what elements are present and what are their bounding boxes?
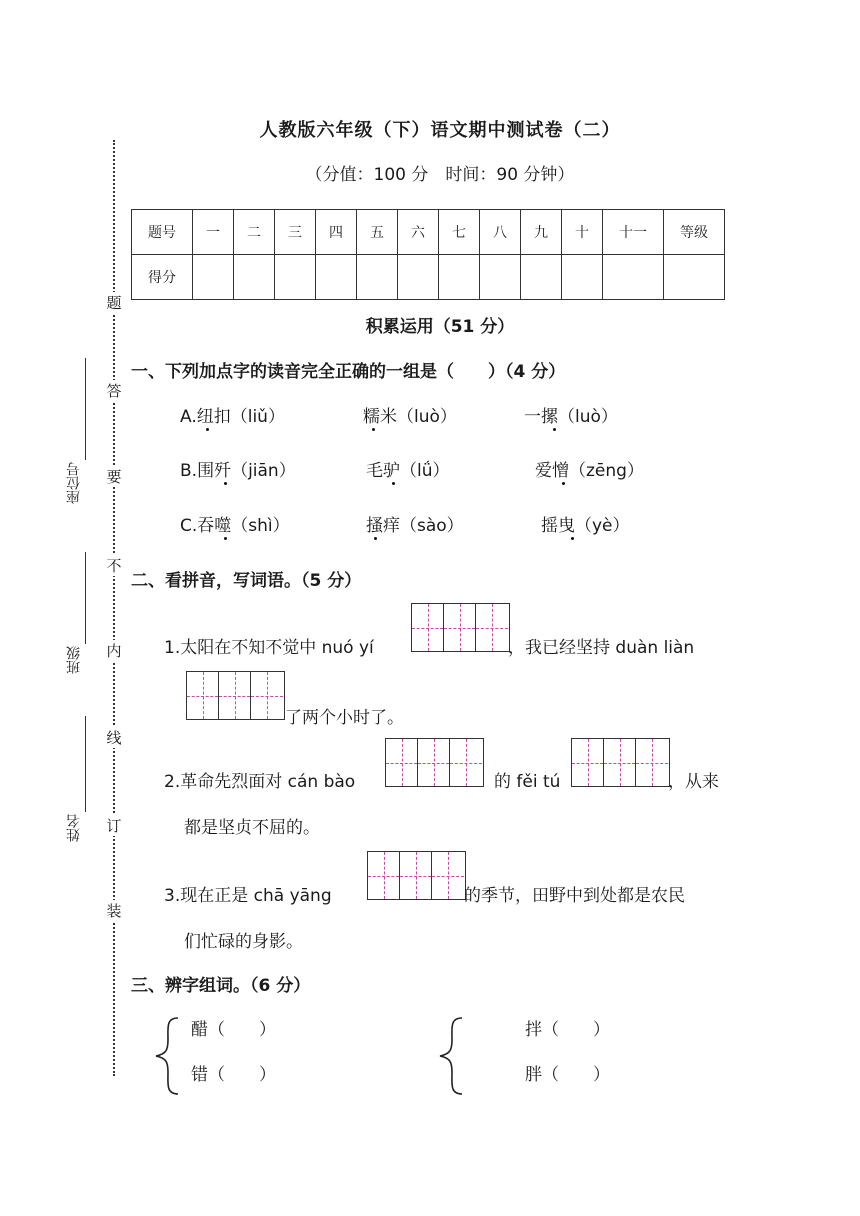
q2-item2-text-a: 2.革命先烈面对 cán bào (164, 772, 356, 792)
table-cell: 八 (480, 210, 521, 255)
q1-option-text: 一摞（luò） (524, 407, 618, 427)
score-cell[interactable] (664, 255, 725, 300)
binding-dotted-line (113, 140, 115, 1076)
score-table (131, 209, 725, 300)
q2-item3-text-c: 们忙碌的身影。 (184, 932, 303, 952)
score-cell[interactable] (562, 255, 603, 300)
table-cell: 四 (316, 210, 357, 255)
left-brace-icon (152, 1016, 182, 1096)
q1-option (180, 511, 290, 536)
emphasis-dot (562, 482, 565, 485)
answer-grid[interactable] (186, 671, 285, 720)
q1-option (363, 402, 457, 427)
name-rule (85, 716, 86, 812)
table-cell: 一 (193, 210, 234, 255)
margin-char: 订 (104, 815, 124, 836)
margin-char: 不 (104, 555, 124, 576)
score-cell[interactable] (480, 255, 521, 300)
section-title: 积累运用（51 分） (365, 317, 515, 337)
score-cell[interactable] (521, 255, 562, 300)
q1-option (180, 402, 285, 427)
q1-heading: 一、下列加点字的读音完全正确的一组是（ ）（4 分） (131, 362, 566, 382)
seat-number-rule (85, 358, 86, 460)
q2-item3-text-a: 3.现在正是 chā yāng (164, 886, 332, 906)
emphasis-dot (372, 428, 375, 431)
emphasis-dot (374, 537, 377, 540)
q2-item2-text-b: 的 fěi tú (494, 772, 561, 792)
table-cell: 十一 (603, 210, 664, 255)
table-cell: 题号 (132, 210, 193, 255)
q2-item1-text-b: ，我已经坚持 duàn liàn (508, 638, 695, 658)
margin-char: 装 (104, 900, 124, 921)
q3-left-item: 错（ ） (191, 1065, 276, 1085)
score-cell[interactable] (357, 255, 398, 300)
emphasis-dot (553, 428, 556, 431)
class-label: 班级 (66, 646, 82, 674)
q1-option-text: B.围歼（jiān） (180, 461, 296, 481)
q1-option (535, 456, 644, 481)
score-cell[interactable] (193, 255, 234, 300)
table-cell: 得分 (132, 255, 193, 300)
q1-option-text: C.吞噬（shì） (180, 516, 290, 536)
table-cell: 二 (234, 210, 275, 255)
q1-option (541, 511, 630, 536)
margin-char: 内 (104, 640, 124, 661)
q1-option-text: 糯米（luò） (363, 407, 457, 427)
emphasis-dot (224, 537, 227, 540)
page-title: 人教版六年级（下）语文期中测试卷（二） (259, 120, 621, 141)
table-cell: 等级 (664, 210, 725, 255)
score-cell[interactable] (398, 255, 439, 300)
score-cell[interactable] (316, 255, 357, 300)
page-subtitle: （分值：100 分 时间：90 分钟） (305, 165, 575, 185)
score-table-header-row (132, 210, 725, 255)
q3-heading: 三、辨字组词。（6 分） (131, 976, 311, 996)
emphasis-dot (224, 482, 227, 485)
q1-option-text: 搔痒（sào） (366, 516, 464, 536)
q1-option (366, 511, 464, 536)
q1-option (180, 456, 296, 481)
q1-option-text: 摇曳（yè） (541, 516, 630, 536)
answer-grid[interactable] (367, 851, 466, 900)
table-cell: 九 (521, 210, 562, 255)
emphasis-dot (392, 482, 395, 485)
q3-right-item: 胖（ ） (525, 1065, 610, 1085)
table-cell: 六 (398, 210, 439, 255)
score-cell[interactable] (603, 255, 664, 300)
table-cell: 三 (275, 210, 316, 255)
score-table-score-row (132, 255, 725, 300)
q1-option (366, 456, 450, 481)
q2-item1-text-a: 1.太阳在不知不觉中 nuó yí (164, 638, 374, 658)
q2-item3-text-b: 的季节，田野中到处都是农民 (464, 886, 685, 906)
table-cell: 五 (357, 210, 398, 255)
q1-option-text: A.纽扣（liǔ） (180, 407, 285, 427)
margin-char: 答 (104, 380, 124, 401)
name-label: 姓名 (66, 814, 82, 842)
table-cell: 七 (439, 210, 480, 255)
answer-grid[interactable] (385, 738, 484, 787)
emphasis-dot (571, 537, 574, 540)
q2-item1-text-c: 了两个小时了。 (285, 708, 404, 728)
table-cell: 十 (562, 210, 603, 255)
score-cell[interactable] (234, 255, 275, 300)
score-cell[interactable] (439, 255, 480, 300)
q3-left-item: 醋（ ） (191, 1020, 276, 1040)
answer-grid[interactable] (571, 738, 670, 787)
margin-char: 线 (104, 727, 124, 748)
score-cell[interactable] (275, 255, 316, 300)
q2-heading: 二、看拼音，写词语。（5 分） (131, 571, 362, 591)
q2-item2-text-d: 都是坚贞不屈的。 (184, 818, 320, 838)
q1-option (524, 402, 618, 427)
seat-number-label: 座位号 (66, 462, 82, 504)
q1-option-text: 毛驴（lǘ） (366, 461, 450, 481)
emphasis-dot (206, 428, 209, 431)
margin-char: 题 (104, 292, 124, 313)
q1-option-text: 爱憎（zēng） (535, 461, 644, 481)
answer-grid[interactable] (411, 603, 510, 652)
q3-right-item: 拌（ ） (525, 1020, 610, 1040)
left-brace-icon (436, 1016, 466, 1096)
q2-item2-text-c: ，从来 (668, 772, 719, 792)
margin-char: 要 (104, 466, 124, 487)
class-rule (85, 552, 86, 644)
